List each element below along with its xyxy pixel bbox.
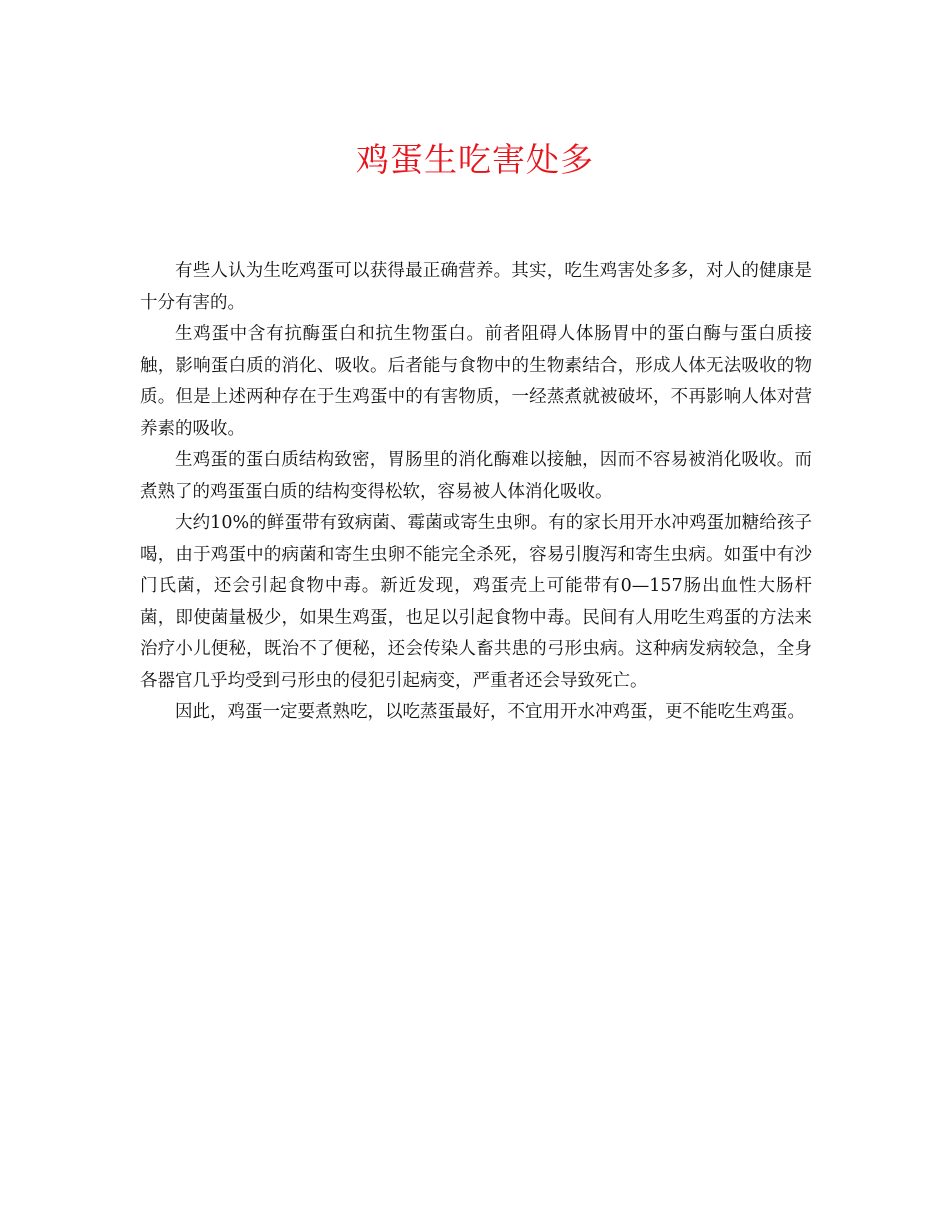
paragraph-protein-structure: 生鸡蛋的蛋白质结构致密，胃肠里的消化酶难以接触，因而不容易被消化吸收。而煮熟了的鸡蛋蛋白质的结构变得松软，容易被人体消化吸收。 (140, 450, 812, 502)
document-body (140, 256, 812, 729)
paragraph-antienzyme-protein: 生鸡蛋中含有抗酶蛋白和抗生物蛋白。前者阻碍人体肠胃中的蛋白酶与蛋白质接触，影响蛋白质的消化、吸收。后者能与食物中的生物素结合，形成人体无法吸收的物质。但是上述两种存在于生鸡蛋中的有害物质，一经蒸煮就被破坏，不再影响人体对营养素的吸收。 (140, 324, 812, 439)
paragraph-conclusion: 因此，鸡蛋一定要煮熟吃，以吃蒸蛋最好，不宜用开水冲鸡蛋，更不能吃生鸡蛋。 (175, 702, 805, 722)
document-title: 鸡蛋生吃害处多 (356, 140, 594, 179)
paragraph-bacteria-risk: 大约10%的鲜蛋带有致病菌、霉菌或寄生虫卵。有的家长用开水冲鸡蛋加糖给孩子喝，由于鸡蛋中的病菌和寄生虫卵不能完全杀死，容易引腹泻和寄生虫病。如蛋中有沙门氏菌，还会引起食物中毒。新近发现，鸡蛋壳上可能带有0—157肠出血性大肠杆菌，即使菌量极少，如果生鸡蛋，也足以引起食物中毒。民间有人用吃生鸡蛋的方法来治疗小儿便秘，既治不了便秘，还会传染人畜共患的弓形虫病。这种病发病较急，全身各器官几乎均受到弓形虫的侵犯引起病变，严重者还会导致死亡。 (140, 513, 812, 691)
paragraph-intro: 有些人认为生吃鸡蛋可以获得最正确营养。其实，吃生鸡害处多多，对人的健康是十分有害的。 (140, 261, 812, 313)
